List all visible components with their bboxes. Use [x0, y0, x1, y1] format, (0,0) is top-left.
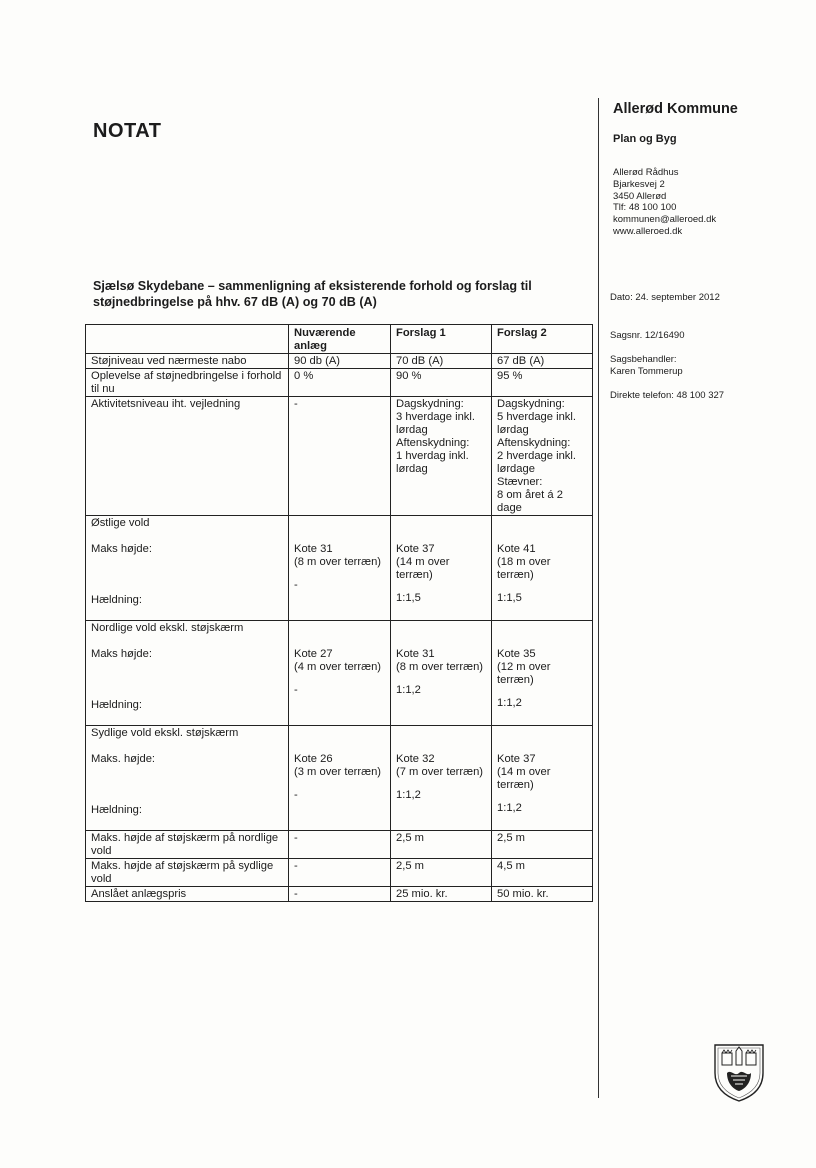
slope-label: Hældning: [91, 594, 142, 606]
table-group-row [86, 516, 593, 621]
header-cell: Forslag 2 [492, 325, 593, 354]
table-row [86, 859, 593, 887]
group-label-cell [86, 621, 289, 726]
cell-current [289, 621, 391, 726]
cell-forslag-1: 90 % [391, 369, 492, 397]
table-row [86, 831, 593, 859]
row-label: Maks. højde af støjskærm på sydlige vold [86, 859, 289, 887]
slope-value: - [294, 684, 298, 696]
address-phone: Tlf: 48 100 100 [613, 202, 677, 214]
slope-value: 1:1,2 [497, 802, 522, 814]
max-height-value: Kote 26 (3 m over terræn) [294, 753, 382, 778]
max-height-value: Kote 35 (12 m over terræn) [497, 648, 551, 686]
cell-forslag-1 [391, 621, 492, 726]
slope-value: - [294, 579, 298, 591]
group-title: Østlige vold [91, 517, 150, 529]
document-date: Dato: 24. september 2012 [610, 292, 720, 303]
address-line: Bjarkesvej 2 [613, 178, 665, 190]
row-label: Oplevelse af støjnedbringelse i forhold til nu [86, 369, 289, 397]
caseworker-label: Sagsbehandler: [610, 354, 677, 365]
group-label-cell [86, 726, 289, 831]
sender-address [613, 167, 716, 238]
max-height-value: Kote 32 (7 m over terræn) [396, 753, 484, 778]
cell-forslag-1: Dagskydning: 3 hverdage inkl. lørdag Aftenskydning: 1 hverdag inkl. lørdag [391, 397, 492, 516]
cell-forslag-1: 2,5 m [391, 831, 492, 859]
comparison-table [85, 324, 593, 902]
slope-value: 1:1,2 [497, 697, 522, 709]
cell-forslag-2: 50 mio. kr. [492, 887, 593, 902]
table-group-row [86, 726, 593, 831]
address-website: www.alleroed.dk [613, 225, 683, 237]
group-title: Nordlige vold ekskl. støjskærm [91, 622, 244, 634]
max-height-label: Maks højde: [91, 648, 152, 660]
address-email: kommunen@alleroed.dk [613, 214, 717, 226]
cell-current [289, 726, 391, 831]
row-label: Anslået anlægspris [86, 887, 289, 902]
document-heading: Sjælsø Skydebane – sammenligning af eksisterende forhold og forslag til støjnedbringelse på hhv. 67 dB (A) og 70 dB (A) [93, 279, 532, 309]
cell-forslag-1 [391, 726, 492, 831]
header-cell [86, 325, 289, 354]
document-title: NOTAT [93, 120, 162, 142]
slope-value: 1:1,2 [396, 789, 421, 801]
cell-forslag-2 [492, 726, 593, 831]
cell-current: - [289, 887, 391, 902]
cell-forslag-2: 4,5 m [492, 859, 593, 887]
row-label: Maks. højde af støjskærm på nordlige vold [86, 831, 289, 859]
row-label: Støjniveau ved nærmeste nabo [86, 354, 289, 369]
group-label-cell [86, 516, 289, 621]
cell-forslag-2: 2,5 m [492, 831, 593, 859]
cell-forslag-2 [492, 516, 593, 621]
max-height-value: Kote 31 (8 m over terræn) [294, 543, 382, 568]
header-cell: Nuværende anlæg [289, 325, 391, 354]
cell-forslag-1: 2,5 m [391, 859, 492, 887]
slope-value: - [294, 789, 298, 801]
max-height-label: Maks. højde: [91, 753, 156, 765]
table-row [86, 397, 593, 516]
cell-forslag-2: Dagskydning: 5 hverdage inkl. lørdag Aftenskydning: 2 hverdage inkl. lørdage Stævner: 8 om året á 2 dage [492, 397, 593, 516]
max-height-value: Kote 37 (14 m over terræn) [396, 543, 450, 581]
department-name: Plan og Byg [613, 133, 677, 145]
slope-value: 1:1,5 [497, 592, 522, 604]
cell-forslag-2 [492, 621, 593, 726]
table-row [86, 887, 593, 902]
address-line: Allerød Rådhus [613, 167, 679, 178]
cell-forslag-2: 95 % [492, 369, 593, 397]
cell-forslag-2: 67 dB (A) [492, 354, 593, 369]
slope-value: 1:1,2 [396, 684, 421, 696]
organization-name: Allerød Kommune [613, 101, 738, 117]
slope-value: 1:1,5 [396, 592, 421, 604]
direct-phone: Direkte telefon: 48 100 327 [610, 390, 725, 401]
margin-divider [598, 98, 599, 1098]
max-height-value: Kote 31 (8 m over terræn) [396, 648, 484, 673]
max-height-value: Kote 41 (18 m over terræn) [497, 543, 551, 581]
cell-current: - [289, 397, 391, 516]
group-title: Sydlige vold ekskl. støjskærm [91, 727, 239, 739]
table-group-row [86, 621, 593, 726]
cell-current [289, 516, 391, 621]
max-height-value: Kote 37 (14 m over terræn) [497, 753, 551, 791]
cell-current: 0 % [289, 369, 391, 397]
table-row [86, 369, 593, 397]
slope-label: Hældning: [91, 804, 142, 816]
row-label: Aktivitetsniveau iht. vejledning [86, 397, 289, 516]
cell-forslag-1: 70 dB (A) [391, 354, 492, 369]
municipal-coat-of-arms-icon [713, 1043, 765, 1103]
case-number: Sagsnr. 12/16490 [610, 330, 685, 341]
slope-label: Hældning: [91, 699, 142, 711]
cell-forslag-1: 25 mio. kr. [391, 887, 492, 902]
max-height-value: Kote 27 (4 m over terræn) [294, 648, 382, 673]
table-header-row [86, 325, 593, 354]
table-row [86, 354, 593, 369]
cell-current: - [289, 831, 391, 859]
address-line: 3450 Allerød [613, 190, 667, 202]
header-cell: Forslag 1 [391, 325, 492, 354]
caseworker-name: Karen Tommerup [610, 366, 683, 377]
cell-forslag-1 [391, 516, 492, 621]
cell-current: 90 db (A) [289, 354, 391, 369]
max-height-label: Maks højde: [91, 543, 152, 555]
cell-current: - [289, 859, 391, 887]
